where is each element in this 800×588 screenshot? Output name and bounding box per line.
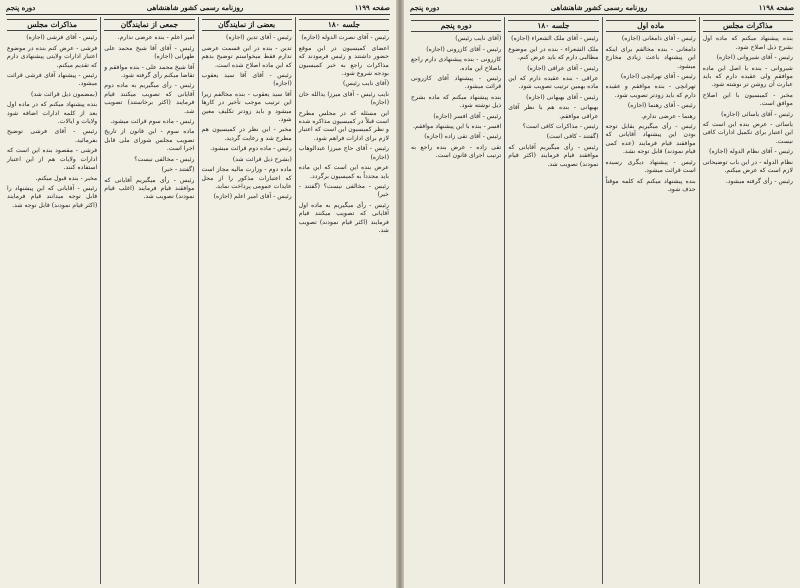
column-paragraph: رئیس - رأی گرفته میشود. xyxy=(725,177,793,185)
column-title: جلسه ۱۸۰ xyxy=(508,20,598,32)
column-paragraph: ماده سوم - این قانون از تاریخ تصویب مجلس شورای ملی قابل اجرا است. xyxy=(104,128,195,153)
column-paragraph: رئیس - رأی میگیریم بقابل توجه بودن این پیشنهاد آقایانی که موافقند قیام فرمایند (عده کمی قیام نمودند) قابل توجه نشد. xyxy=(605,123,696,156)
column-paragraph: مخبر - بنده قبول میکنم. xyxy=(35,174,98,182)
column-paragraph: بهبهانی - بنده هم با نظر آقای عراقی موافقم. xyxy=(508,104,599,120)
right-column-4 xyxy=(408,17,504,584)
column-paragraph: (بمضمون ذیل قرائت شد) xyxy=(31,90,98,98)
right-page xyxy=(404,0,800,588)
column-paragraph: (آقای نایب رئیس) xyxy=(455,35,502,43)
column-paragraph: رئیس - آقای نظام الدوله (اجازه) xyxy=(709,148,793,156)
column-paragraph: رئیس - آقای آقا سید یعقوب (اجازه) xyxy=(201,72,292,88)
column-paragraph: رئیس - مذاکرات کافی است؟ xyxy=(522,123,599,131)
right-column-2 xyxy=(602,17,699,584)
column-paragraph: رئیس - آقای نصرت الدوله (اجازه) xyxy=(301,34,389,42)
column-title: دوره پنجم xyxy=(411,20,501,32)
column-paragraph: رئیس - رأی میگیریم آقایانی که موافقند قیام فرمایند (اغلب قیام نمودند) تصویب شد. xyxy=(104,176,195,201)
column-paragraph: رئیس - ماده دوم قرائت میشود. xyxy=(210,145,292,153)
column-paragraph: رئیس - آقای آقا شیخ محمد علی طهرانی (اجازه) xyxy=(104,44,195,61)
column-title: مذاکرات مجلس xyxy=(703,20,793,32)
column-paragraph: رئیس - آقای دامغانی (اجازه) xyxy=(621,35,696,43)
column-paragraph: رئیس - آقای شیروانی (اجازه) xyxy=(716,54,793,62)
column-paragraph: دامغانی - بنده مخالفم برای اینکه این پیشنهاد باعث زیادی مخارج میشود. xyxy=(605,45,696,70)
column-paragraph: رئیس - آقای امیر اعلم (اجازه) xyxy=(213,193,292,201)
column-title: ماده اول xyxy=(606,20,696,32)
column-paragraph: رئیس - آقای فرشی توضیح بفرمائید. xyxy=(7,128,98,144)
left-page-columns xyxy=(4,17,392,584)
right-page-columns xyxy=(408,17,796,584)
column-paragraph: رئیس - آقای ملک الشعراء (اجازه) xyxy=(511,35,599,43)
right-column-1 xyxy=(699,17,796,584)
column-paragraph: یاسائی - عرض بنده این است که این اعتبار برای تکمیل ادارات کافی نیست. xyxy=(702,121,793,145)
column-paragraph: شیروانی - بنده با اصل این ماده موافقم ولی عقیده دارم که باید عبارت آن روشن تر نوشته شود. xyxy=(702,64,793,89)
column-paragraph: فرشی - مقصود بنده این است که ادارات ولایات هم از این اعتبار استفاده کنند. xyxy=(7,147,98,172)
column-paragraph: تقی زاده - عرض بنده راجع به ترتیب اجرای قانون است. xyxy=(411,143,502,160)
column-title: جمعی از نمایندگان xyxy=(104,19,194,31)
column-paragraph: رئیس - آقای فرشی (اجازه) xyxy=(26,34,98,42)
column-paragraph: رئیس - آقای یاسائی (اجازه) xyxy=(721,110,793,118)
left-page xyxy=(0,0,396,588)
left-column-4 xyxy=(4,17,100,584)
column-paragraph: نایب رئیس - آقای میرزا یدالله خان (اجازه) xyxy=(298,90,389,107)
column-paragraph: رئیس - آقایانی که این پیشنهاد را قابل توجه میدانند قیام فرمایند (اکثر قیام نمودند) قابل توجه شد. xyxy=(7,184,98,209)
column-paragraph: بنده پیشنهاد میکنم که کلمه موقتاً حذف شود. xyxy=(605,177,696,193)
column-paragraph: این مسئله که در مجلس مطرح است قبلاً در کمیسیون مذاکره شده و نظر کمیسیون این است که اعتبار لازم برای ادارات فراهم شود. xyxy=(298,109,389,142)
column-paragraph: رئیس - آقای تدین (اجازه) xyxy=(226,34,292,42)
column-paragraph: رئیس - رأی میگیریم به ماده اول آقایانی که تصویب میکنند قیام فرمایند (اکثر قیام نمودند) تصویب شد. xyxy=(298,201,389,234)
column-paragraph: آقا سید یعقوب - بنده مخالفم زیرا این ترتیب موجب تأخیر در کارها میشود و باید زودتر تکلیف معین شود. xyxy=(201,90,292,124)
right-page-header xyxy=(410,0,794,15)
left-page-header xyxy=(6,0,390,15)
column-paragraph: آقا شیخ محمد علی - بنده موافقم و تقاضا میکنم رأی گرفته شود. xyxy=(104,63,195,80)
column-title: جلسه ۱۸۰ xyxy=(299,19,389,31)
column-paragraph: رئیس - مخالفی نیست؟ xyxy=(134,155,195,163)
column-paragraph: ملک الشعراء - بنده در این موضوع مطالبی دارم که باید عرض کنم. xyxy=(508,45,599,62)
column-paragraph: رئیس - آقای عراقی (اجازه) xyxy=(527,64,599,72)
column-paragraph: رئیس - آقای رهنما (اجازه) xyxy=(627,102,696,110)
left-header-center: روزنامه رسمی کشور شاهنشاهی xyxy=(146,2,244,12)
column-paragraph: امیر اعلم - بنده عرضی ندارم. xyxy=(117,34,195,42)
left-column-1 xyxy=(295,17,392,584)
column-paragraph: ماده دوم - وزارت مالیه مجاز است که اعتبارات مذکور را از محل عایدات عمومی پرداخت نماید. xyxy=(201,166,292,190)
column-paragraph: تهرانچی - بنده موافقم و عقیده دارم که باید زودتر تصویب شود. xyxy=(605,83,696,99)
column-paragraph: افسر - بنده با این پیشنهاد موافقم. xyxy=(413,123,502,131)
column-paragraph: کازرونی - بنده پیشنهادی دارم راجع باصلاح این ماده. xyxy=(411,56,502,72)
page-gutter xyxy=(396,0,404,588)
column-paragraph: رئیس - پیشنهاد آقای کازرونی قرائت میشود. xyxy=(411,75,502,91)
column-paragraph: رئیس - آقای حاج میرزا عبدالوهاب (اجازه) xyxy=(298,145,389,161)
column-paragraph: عراقی - بنده عقیده دارم که این ماده بهمین ترتیب تصویب شود. xyxy=(508,75,599,91)
column-paragraph: (گفتند - کافی است) xyxy=(546,133,599,141)
right-header-right: صفحه ۱۱۹۸ xyxy=(758,2,794,12)
column-paragraph: رئیس - آقای کازرونی (اجازه) xyxy=(426,45,502,53)
column-paragraph: (گفتند - خیر) xyxy=(161,166,195,174)
column-paragraph: بنده پیشنهاد میکنم که ماده بشرح ذیل نوشته شود. xyxy=(411,93,502,110)
column-paragraph: (بشرح ذیل قرائت شد) xyxy=(232,155,292,163)
column-paragraph: مخبر - کمیسیون با این اصلاح موافق است. xyxy=(702,91,793,108)
column-paragraph: عرض بنده این است که این ماده باید مجدداً به کمیسیون برگردد. xyxy=(298,164,389,180)
column-title: بعضی از نمایندگان xyxy=(202,19,292,31)
column-paragraph: رئیس - آقای تهرانچی (اجازه) xyxy=(620,73,696,81)
column-paragraph: بنده پیشنهاد میکنم که ماده اول بشرح ذیل اصلاح شود. xyxy=(702,35,793,51)
column-paragraph: رئیس - رأی میگیریم آقایانی که موافقند قیام فرمایند (اکثر قیام نمودند) تصویب شد. xyxy=(508,143,599,168)
column-paragraph: رئیس - آقای افسر (اجازه) xyxy=(433,112,502,120)
column-paragraph: فرشی - عرض کنم بنده در موضوع اعتبار ادارات ولایتی پیشنهادی دارم که تقدیم میکنم. xyxy=(7,44,98,69)
column-paragraph: رئیس - پیشنهاد آقای فرشی قرائت میشود. xyxy=(7,72,98,88)
column-paragraph: رئیس - پیشنهاد دیگری رسیده است قرائت میشود. xyxy=(605,158,696,175)
right-header-center: روزنامه رسمی کشور شاهنشاهی xyxy=(550,2,648,12)
column-paragraph: رئیس - آقای تقی زاده (اجازه) xyxy=(424,133,502,141)
left-header-left: دوره پنجم xyxy=(6,2,36,12)
left-column-3 xyxy=(100,17,197,584)
column-paragraph: رئیس - مخالفی نیست؟ (گفتند - خیر) xyxy=(298,182,389,199)
column-paragraph: مخبر - این نظر در کمیسیون هم مطرح شد و رعایت گردید. xyxy=(201,126,292,142)
column-paragraph: (آقای نایب رئیس) xyxy=(342,80,389,88)
column-paragraph: نظام الدوله - در این باب توضیحاتی لازم است که عرض میکنم. xyxy=(702,158,793,175)
column-paragraph: رهنما - عرضی ندارم. xyxy=(641,112,696,120)
left-column-2 xyxy=(198,17,295,584)
column-paragraph: رئیس - رأی میگیریم به ماده دوم آقایانی که تصویب میکنند قیام فرمایند (اکثر برخاستند) تصویب شد. xyxy=(104,82,195,115)
right-header-left: دوره پنجم xyxy=(410,2,440,12)
right-column-3 xyxy=(504,17,601,584)
column-paragraph: رئیس - آقای بهبهانی (اجازه) xyxy=(526,93,599,101)
column-paragraph: اعضای کمیسیون در این موقع حضور داشتند و رئیس فرمودند که مذاکرات راجع به خبر کمیسیون بودجه شروع شود. xyxy=(298,44,389,78)
column-paragraph: تدین - بنده در این قسمت عرضی ندارم فقط میخواستم توضیح بدهم که این ماده اصلاح شده است. xyxy=(201,44,292,69)
column-paragraph: بنده پیشنهاد میکنم که در ماده اول بعد از کلمه ادارات اضافه شود ولایات و ایالات. xyxy=(7,101,98,126)
column-title: مذاکرات مجلس xyxy=(7,19,97,31)
column-paragraph: رئیس - ماده سوم قرائت میشود. xyxy=(110,118,195,126)
left-header-right: صفحه ۱۱۹۹ xyxy=(354,2,390,12)
